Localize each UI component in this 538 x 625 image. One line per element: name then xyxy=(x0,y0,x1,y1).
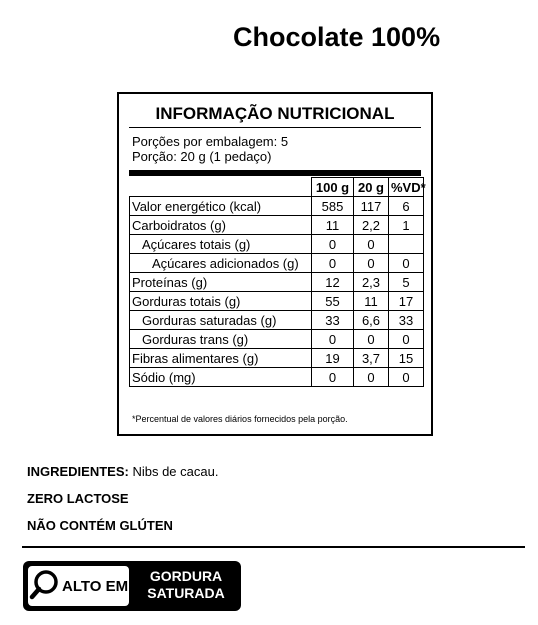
value-per-100g: 0 xyxy=(312,368,354,387)
value-per-100g: 12 xyxy=(312,273,354,292)
value-per-100g: 55 xyxy=(312,292,354,311)
nutrient-label: Gorduras trans (g) xyxy=(130,330,312,349)
daily-value-percent xyxy=(389,235,424,254)
nutrient-label: Valor energético (kcal) xyxy=(130,197,312,216)
daily-value-percent: 17 xyxy=(389,292,424,311)
serving-size: Porção: 20 g (1 pedaço) xyxy=(132,149,272,164)
table-row xyxy=(130,349,424,368)
nutrition-facts-label xyxy=(117,92,433,436)
daily-value-percent: 33 xyxy=(389,311,424,330)
value-per-100g: 585 xyxy=(312,197,354,216)
nutrient-label: Açúcares totais (g) xyxy=(130,235,312,254)
product-title: Chocolate 100% xyxy=(233,22,441,52)
daily-value-percent: 0 xyxy=(389,330,424,349)
footnote: *Percentual de valores diários fornecidos pela porção. xyxy=(132,414,348,424)
value-per-serving: 6,6 xyxy=(354,311,389,330)
daily-value-percent: 0 xyxy=(389,254,424,273)
ingredients-line xyxy=(27,464,218,479)
badge-left-panel xyxy=(28,566,129,606)
nutrition-table xyxy=(129,177,424,387)
nutrient-label: Fibras alimentares (g) xyxy=(130,349,312,368)
nutrient-label: Proteínas (g) xyxy=(130,273,312,292)
value-per-serving: 3,7 xyxy=(354,349,389,368)
column-header: 100 g xyxy=(312,178,354,197)
servings-per-package: Porções por embalagem: 5 xyxy=(132,134,289,149)
value-per-serving: 0 xyxy=(354,254,389,273)
gluten-claim: NÃO CONTÉM GLÚTEN xyxy=(27,518,173,533)
high-saturated-fat-warning xyxy=(23,561,241,611)
table-row xyxy=(130,292,424,311)
badge-alto-em: ALTO EM xyxy=(62,578,129,595)
nutrition-heading: INFORMAÇÃO NUTRICIONAL xyxy=(155,104,395,123)
table-row xyxy=(130,197,424,216)
magnifier-icon xyxy=(29,566,63,606)
lactose-claim: ZERO LACTOSE xyxy=(27,491,129,506)
thick-divider xyxy=(129,170,421,176)
value-per-100g: 0 xyxy=(312,330,354,349)
table-header-row xyxy=(130,178,424,197)
nutrient-label: Carboidratos (g) xyxy=(130,216,312,235)
nutrient-label: Sódio (mg) xyxy=(130,368,312,387)
value-per-100g: 33 xyxy=(312,311,354,330)
table-row xyxy=(130,216,424,235)
table-row xyxy=(130,330,424,349)
daily-value-percent: 6 xyxy=(389,197,424,216)
value-per-100g: 0 xyxy=(312,235,354,254)
value-per-serving: 0 xyxy=(354,368,389,387)
value-per-serving: 117 xyxy=(354,197,389,216)
value-per-serving: 11 xyxy=(354,292,389,311)
nutrient-label: Gorduras saturadas (g) xyxy=(130,311,312,330)
table-row xyxy=(130,311,424,330)
daily-value-percent: 1 xyxy=(389,216,424,235)
badge-right-panel xyxy=(138,568,234,602)
table-row xyxy=(130,235,424,254)
table-row xyxy=(130,254,424,273)
table-header-blank xyxy=(130,178,312,197)
serving-info xyxy=(132,134,288,164)
column-header: %VD* xyxy=(389,178,424,197)
column-header: 20 g xyxy=(354,178,389,197)
value-per-100g: 19 xyxy=(312,349,354,368)
value-per-serving: 2,2 xyxy=(354,216,389,235)
value-per-100g: 0 xyxy=(312,254,354,273)
value-per-serving: 0 xyxy=(354,330,389,349)
nutrient-label: Açúcares adicionados (g) xyxy=(130,254,312,273)
daily-value-percent: 5 xyxy=(389,273,424,292)
badge-line-2: SATURADA xyxy=(147,585,225,601)
value-per-serving: 0 xyxy=(354,235,389,254)
value-per-100g: 11 xyxy=(312,216,354,235)
daily-value-percent: 15 xyxy=(389,349,424,368)
ingredients-label: INGREDIENTES: xyxy=(27,464,129,479)
badge-line-1: GORDURA xyxy=(149,568,223,584)
nutrient-label: Gorduras totais (g) xyxy=(130,292,312,311)
section-divider xyxy=(22,546,525,548)
daily-value-percent: 0 xyxy=(389,368,424,387)
value-per-serving: 2,3 xyxy=(354,273,389,292)
table-row xyxy=(130,368,424,387)
table-row xyxy=(130,273,424,292)
ingredients-value: Nibs de cacau. xyxy=(128,464,219,479)
heading-divider xyxy=(129,127,421,128)
